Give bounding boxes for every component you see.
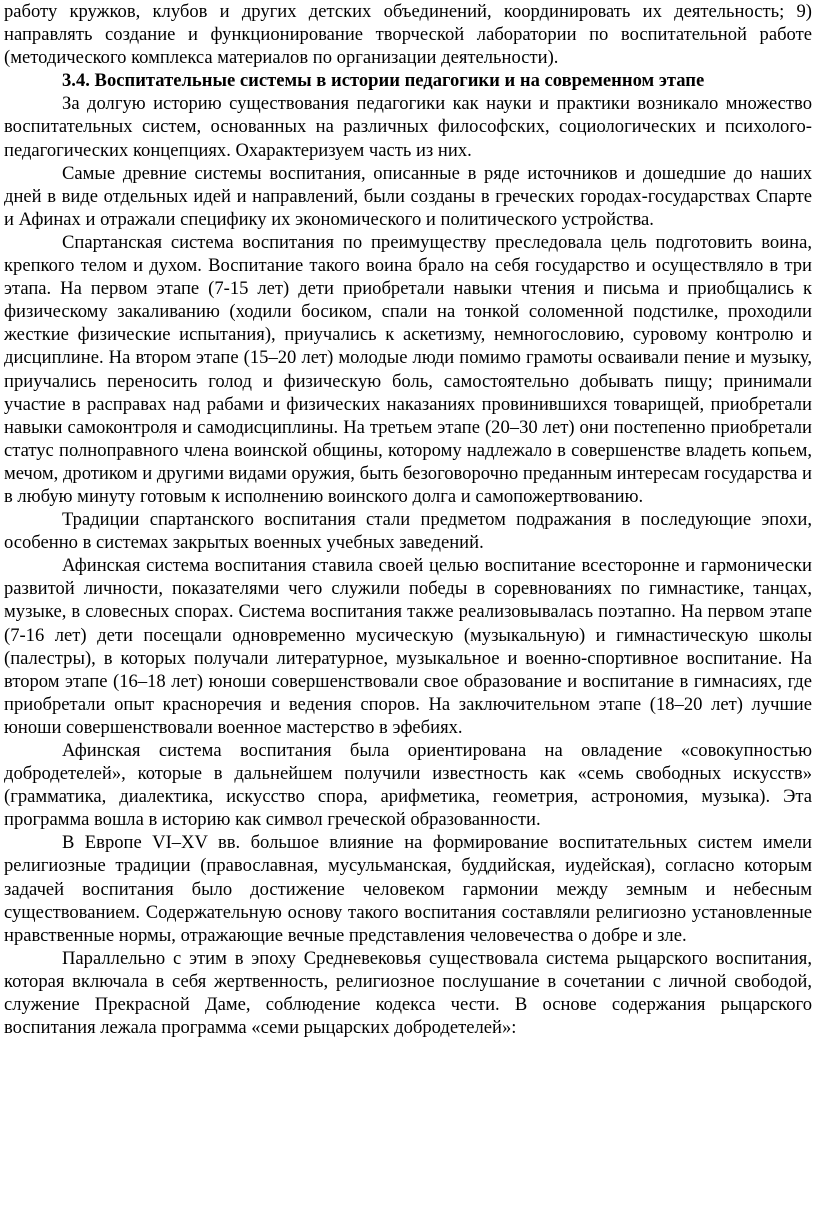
paragraph-seven-liberal-arts: Афинская система воспитания была ориентирована на овладение «совокупностью добродетелей», которые в дальнейшем получили известность как «семь свободных искусств» (грамматика, диалектика, искусство спора, арифметика, геометрия, астрономия, музыка). Эта программа вошла в историю как символ греческой образованности. — [4, 740, 812, 831]
paragraph-knightly-education: Параллельно с этим в эпоху Средневековья существовала система рыцарского воспитания, которая включала в себя жертвенность, религиозное послушание в сочетании с личной свободой, служение Прекрасной Даме, соблюдение кодекса чести. В основе содержания рыцарского воспитания лежала программа «семи рыцарских добродетелей»: — [4, 947, 812, 1039]
paragraph-spartan-system: Спартанская система воспитания по преимуществу преследовала цель подготовить воина, крепкого телом и духом. Воспитание такого воина брало на себя государство и осуществляло в три этапа. На первом этапе (7-15 лет) дети приобретали навыки чтения и письма и приобщались к физическому закаливанию (ходили босиком, спали на тонкой соломенной подстилке, проходили жесткие физические испытания), приучались к аскетизму, немногословию, суровому контролю и дисциплине. На втором этапе (15–20 лет) молодые люди помимо грамоты осваивали пение и музыку, приучались переносить голод и физическую боль, самостоятельно добывать пищу; принимали участие в расправах над рабами и физических наказаниях провинившихся товарищей, приобретали навыки самоконтроля и самодисциплины. На третьем этапе (20–30 лет) они постепенно приобретали статус полноправного члена воинской общины, которому надлежало в совершенстве владеть копьем, мечом, дротиком и другими видами оружия, быть безоговорочно преданным интересам государства и в любую минуту готовым к исполнению воинского долга и самопожертвованию. — [4, 231, 812, 507]
section-heading: 3.4. Воспитательные системы в истории педагогики и на современном этапе — [62, 70, 705, 92]
document-page — [4, 0, 812, 1039]
paragraph-intro: За долгую историю существования педагогики как науки и практики возникало множество воспитательных систем, основанных на различных философских, социологических и психолого-педагогических концепциях. Охарактеризуем часть из них. — [4, 93, 812, 161]
continuation-paragraph: работу кружков, клубов и других детских объединений, координировать их деятельность; 9) направлять создание и функционирование творческой лаборатории по воспитательной работе (методического комплекса материалов по организации деятельности). — [4, 1, 812, 69]
paragraph-spartan-traditions: Традиции спартанского воспитания стали предметом подражания в последующие эпохи, особенно в системах закрытых военных учебных заведений. — [4, 509, 812, 554]
paragraph-religious-traditions: В Европе VI–XV вв. большое влияние на формирование воспитательных систем имели религиозные традиции (православная, мусульманская, буддийская, иудейская), согласно которым задачей воспитания было достижение человеком гармонии между земным и небесным существованием. Содержательную основу такого воспитания составляли религиозно установленные нравственные нормы, отражающие вечные представления человечества о добре и зле. — [4, 832, 812, 946]
paragraph-athenian-system: Афинская система воспитания ставила своей целью воспитание всесторонне и гармонически развитой личности, показателями чего служили победы в соревнованиях по гимнастике, танцах, музыке, в словесных спорах. Система воспитания также реализовывалась поэтапно. На первом этапе (7-16 лет) дети посещали одновременно мусическую (музыкальную) и гимнастическую школы (палестры), в которых получали литературное, музыкальное и военно-спортивное воспитание. На втором этапе (16–18 лет) юноши совершенствовали свое образование и воспитание в гимнасиях, где приобретали опыт красноречия и ведения споров. На заключительном этапе (18–20 лет) лучшие юноши совершенствовали военное мастерство в эфебиях. — [4, 555, 812, 738]
paragraph-ancient-systems: Самые древние системы воспитания, описанные в ряде источников и дошедшие до наших дней в виде отдельных идей и направлений, были созданы в греческих городах-государствах Спарте и Афинах и отражали специфику их экономического и политического устройства. — [4, 162, 812, 230]
